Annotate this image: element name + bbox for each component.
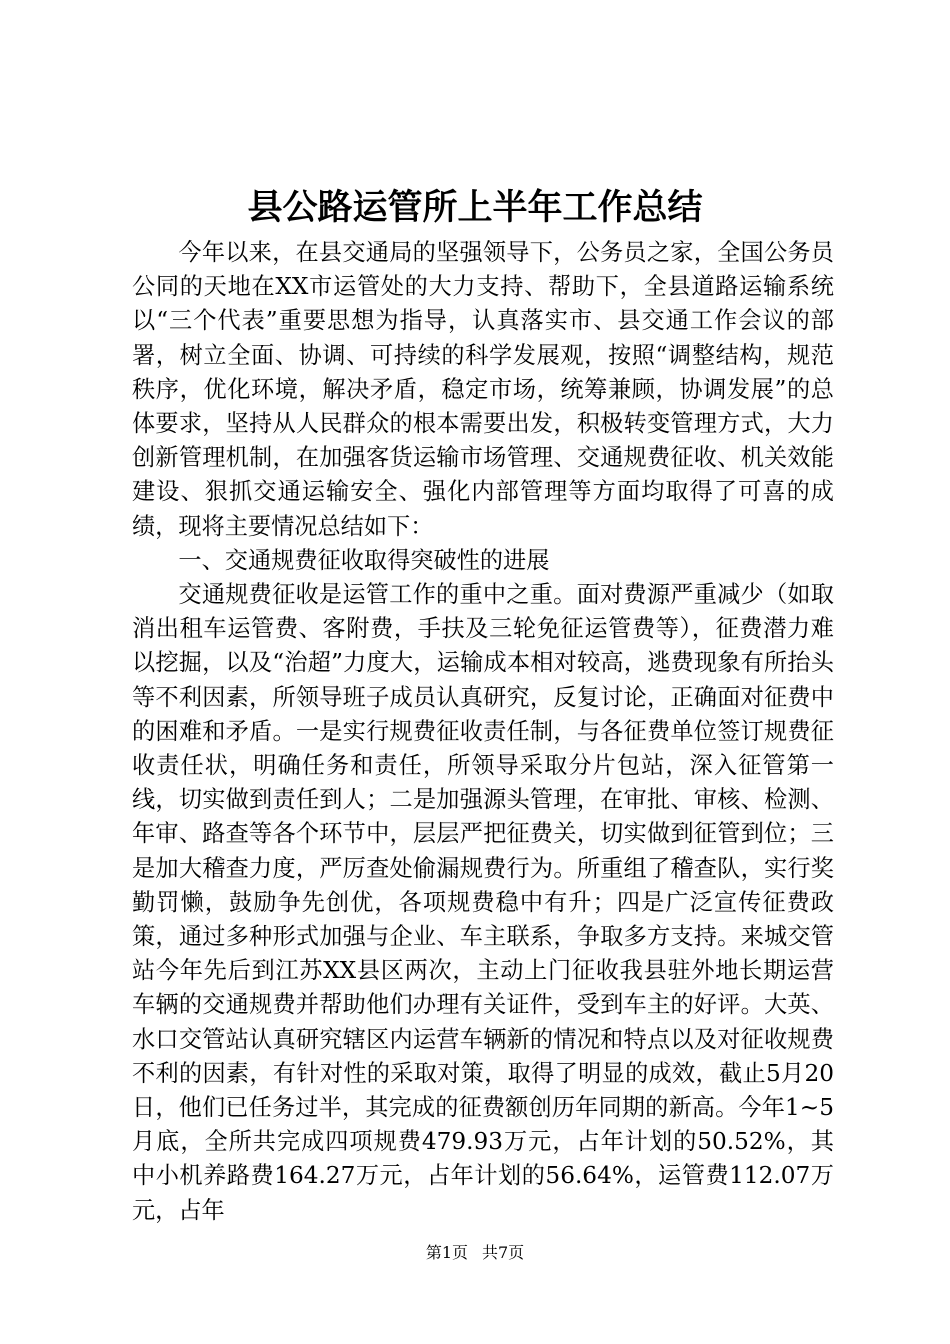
page-total: 共7页 <box>482 1243 525 1262</box>
paragraph-intro: 今年以来，在县交通局的坚强领导下，公务员之家，全国公务员公同的天地在XX市运管处的大力支持、帮助下，全县道路运输系统以“三个代表”重要思想为指导，认真落实市、县交通工作会议的部署，树立全面、协调、可持续的科学发展观，按照“调整结构，规范秩序，优化环境，解决矛盾，稳定市场，统筹兼顾，协调发展”的总体要求，坚持从人民群众的根本需要出发，积极转变管理方式，大力创新管理机制，在加强客货运输市场管理、交通规费征收、机关效能建设、狠抓交通运输安全、强化内部管理等方面均取得了可喜的成绩，现将主要情况总结如下： <box>132 239 834 540</box>
section-heading: 一、交通规费征收取得突破性的进展 <box>178 546 550 574</box>
document-title: 县公路运管所上半年工作总结 <box>247 187 703 228</box>
document-body <box>132 236 834 1224</box>
page-footer <box>0 1243 950 1263</box>
paragraph-fee-collection: 交通规费征收是运管工作的重中之重。面对费源严重减少（如取消出租车运管费、客附费，手扶及三轮免征运管费等），征费潜力难以挖掘，以及“治超”力度大，运输成本相对较高，逃费现象有所抬头等不利因素，所领导班子成员认真研究，反复讨论，正确面对征费中的困难和矛盾。一是实行规费征收责任制，与各征费单位签订规费征收责任状，明确任务和责任，所领导采取分片包站，深入征管第一线，切实做到责任到人；二是加强源头管理，在审批、审核、检测、年审、路查等各个环节中，层层严把征费关，切实做到征管到位；三是加大稽查力度，严厉查处偷漏规费行为。所重组了稽查队，实行奖勤罚懒，鼓励争先创优，各项规费稳中有升；四是广泛宣传征费政策，通过多种形式加强与企业、车主联系，争取多方支持。来城交管站今年先后到江苏XX县区两次，主动上门征收我县驻外地长期运营车辆的交通规费并帮助他们办理有关证件，受到车主的好评。大英、水口交管站认真研究辖区内运营车辆新的情况和特点以及对征收规费不利的因素，有针对性的采取对策，取得了明显的成效，截止5月20日，他们已任务过半，其完成的征费额创历年同期的新高。今年1~5月底，全所共完成四项规费479.93万元，占年计划的50.52%，其中小机养路费164.27万元，占年计划的56.64%，运管费112.07万元，占年 <box>132 581 834 1224</box>
page-number: 第1页 <box>425 1243 468 1262</box>
